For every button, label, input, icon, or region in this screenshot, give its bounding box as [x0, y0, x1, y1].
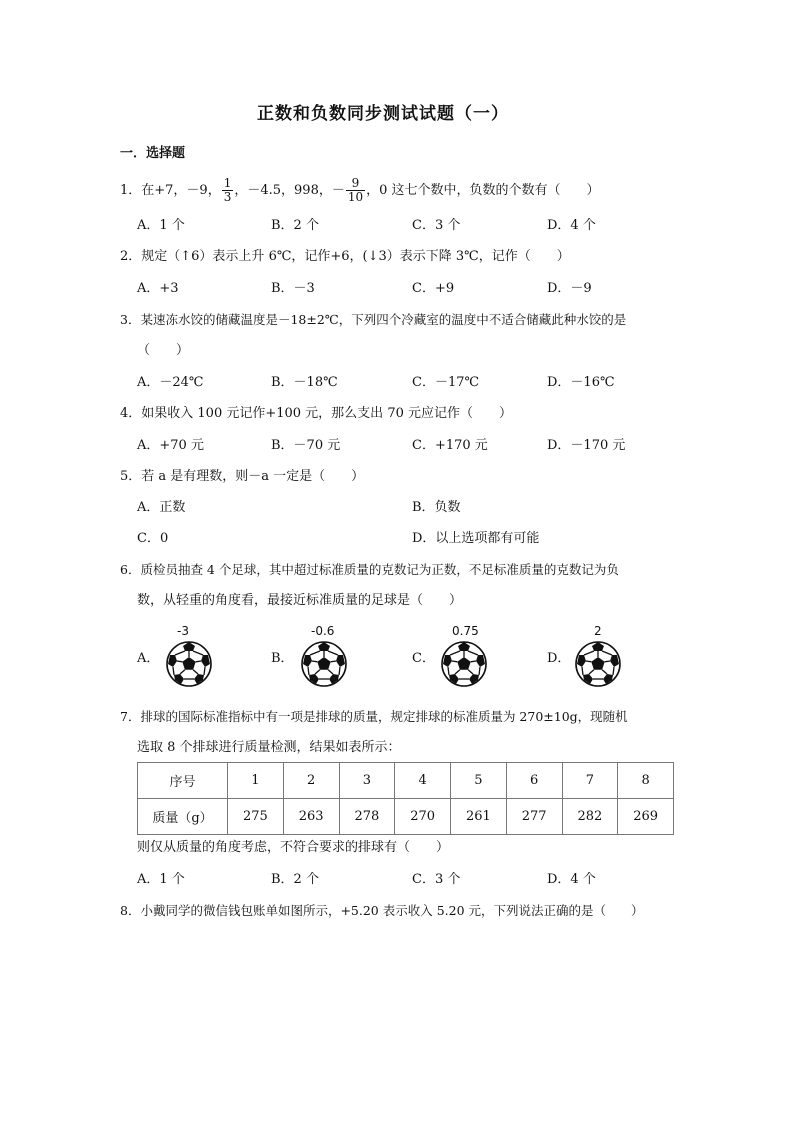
table-cell: 282	[562, 799, 618, 835]
soccer-ball-b-icon	[300, 640, 348, 688]
q1-option-c[interactable]: C．3 个	[412, 218, 461, 233]
q3-option-a[interactable]: A．－24℃	[137, 375, 204, 390]
page-title: 正数和负数同步测试试题（一）	[257, 104, 509, 124]
q7-option-b[interactable]: B．2 个	[271, 872, 319, 887]
table-header-number: 序号	[138, 763, 228, 799]
question-5: 5．若 a 是有理数，则－a 一定是（ ）	[120, 469, 365, 484]
ball-b-value: -0.6	[311, 624, 335, 638]
table-cell: 261	[451, 799, 507, 835]
q6-option-c[interactable]: C．	[412, 651, 435, 666]
table-cell: 263	[283, 799, 339, 835]
fraction-one-third: $\frac{1}{3}$	[223, 176, 232, 204]
q1-option-d[interactable]: D．4 个	[547, 218, 596, 233]
q5-option-d[interactable]: D．以上选项都有可能	[412, 531, 540, 546]
q3-option-d[interactable]: D．－16℃	[547, 375, 615, 390]
q5-option-c[interactable]: C．0	[137, 531, 169, 546]
q2-option-c[interactable]: C．+9	[412, 281, 455, 296]
q3-option-c[interactable]: C．－17℃	[412, 375, 480, 390]
q2-option-a[interactable]: A．+3	[137, 281, 179, 296]
q6-option-a[interactable]: A．	[137, 651, 160, 666]
table-cell: 5	[451, 763, 507, 799]
q3-option-b[interactable]: B．－18℃	[271, 375, 338, 390]
section-heading: 一．选择题	[120, 146, 186, 161]
q5-option-b[interactable]: B．负数	[412, 500, 461, 515]
fraction-nine-tenths: $\frac{9}{10}$	[347, 176, 364, 204]
q7-option-d[interactable]: D．4 个	[547, 872, 596, 887]
soccer-ball-a-icon	[165, 640, 213, 688]
table-cell: 8	[618, 763, 674, 799]
q1-option-b[interactable]: B．2 个	[271, 218, 319, 233]
table-cell: 277	[506, 799, 562, 835]
table-row-numbers	[138, 763, 674, 799]
question-7-line-3: 则仅从质量的角度考虑，不符合要求的排球有（ ）	[137, 840, 450, 855]
question-1	[120, 176, 600, 206]
question-8: 8．小戴同学的微信钱包账单如图所示，+5.20 表示收入 5.20 元，下列说法正确的是（ ）	[120, 903, 644, 918]
mass-table	[137, 762, 674, 835]
table-cell: 269	[618, 799, 674, 835]
question-2: 2．规定（↑6）表示上升 6℃，记作+6，(↓3）表示下降 3℃，记作（ ）	[120, 249, 570, 264]
ball-d-value: 2	[594, 624, 602, 638]
q7-option-c[interactable]: C．3 个	[412, 872, 461, 887]
soccer-ball-d-icon	[574, 640, 622, 688]
question-3-line-2: （ ）	[137, 343, 190, 358]
table-cell: 278	[339, 799, 395, 835]
table-cell: 270	[395, 799, 451, 835]
question-1-middle: ，－4.5，998，－	[234, 183, 345, 198]
q4-option-c[interactable]: C．+170 元	[412, 438, 488, 453]
question-4: 4．如果收入 100 元记作+100 元，那么支出 70 元应记作（ ）	[120, 406, 512, 421]
table-cell: 6	[506, 763, 562, 799]
question-3-line-1: 3．某速冻水饺的储藏温度是－18±2℃，下列四个冷藏室的温度中不适合储藏此种水饺的是	[120, 312, 627, 327]
q4-option-b[interactable]: B．－70 元	[271, 438, 341, 453]
question-1-prefix: 1．在+7，－9，	[120, 183, 221, 198]
table-row-masses	[138, 799, 674, 835]
q4-option-d[interactable]: D．－170 元	[547, 438, 626, 453]
question-6-line-1: 6．质检员抽查 4 个足球，其中超过标准质量的克数记为正数，不足标准质量的克数记为负	[120, 562, 619, 577]
table-cell: 1	[228, 763, 284, 799]
table-header-mass: 质量（g）	[138, 799, 228, 835]
q2-option-b[interactable]: B．－3	[271, 281, 315, 296]
question-1-suffix: ，0 这七个数中，负数的个数有（ ）	[366, 183, 600, 198]
ball-a-value: -3	[177, 624, 189, 638]
q4-option-a[interactable]: A．+70 元	[137, 438, 204, 453]
table-cell: 3	[339, 763, 395, 799]
table-cell: 7	[562, 763, 618, 799]
table-cell: 275	[228, 799, 284, 835]
question-6-line-2: 数，从轻重的角度看，最接近标准质量的足球是（ ）	[137, 593, 463, 608]
table-cell: 2	[283, 763, 339, 799]
q1-option-a[interactable]: A．1 个	[137, 218, 185, 233]
table-cell: 4	[395, 763, 451, 799]
ball-c-value: 0.75	[452, 624, 479, 638]
question-7-line-1: 7．排球的国际标准指标中有一项是排球的质量，规定排球的标准质量为 270±10g，现随机	[120, 709, 628, 724]
q2-option-d[interactable]: D．－9	[547, 281, 592, 296]
question-7-line-2: 选取 8 个排球进行质量检测，结果如表所示：	[137, 740, 401, 755]
q5-option-a[interactable]: A．正数	[137, 500, 186, 515]
soccer-ball-c-icon	[440, 640, 488, 688]
q7-option-a[interactable]: A．1 个	[137, 872, 185, 887]
q6-option-b[interactable]: B．	[271, 651, 294, 666]
q6-option-d[interactable]: D．	[547, 651, 571, 666]
